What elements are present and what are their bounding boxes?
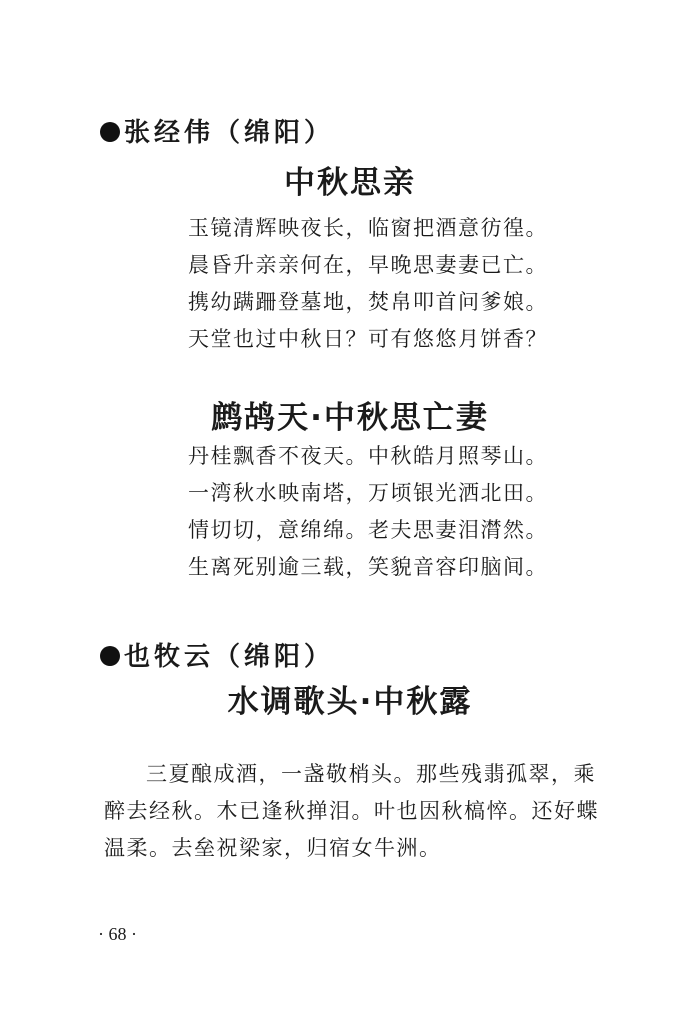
poem-line: 玉镜清辉映夜长，临窗把酒意彷徨。	[188, 216, 548, 240]
poem-line: 丹桂飘香不夜天。中秋皓月照琴山。	[188, 444, 548, 468]
prose-body: 三夏酿成酒，一盏敬梢头。那些残翡孤翠，乘醉去经秋。木已逢秋掸泪。叶也因秋槁悴。还好蝶温柔。去垒祝梁家，归宿女牛洲。	[104, 762, 599, 860]
poem-title: 水调歌头·中秋露	[227, 684, 473, 720]
poem-line: 一湾秋水映南塔，万顷银光洒北田。	[188, 481, 548, 505]
bullet-dot-icon	[100, 646, 120, 666]
poem-body	[188, 210, 548, 358]
bullet-dot-icon	[100, 122, 120, 142]
poem-line: 晨昏升亲亲何在，早晚思妻妻已亡。	[188, 253, 548, 277]
author-heading	[100, 636, 334, 673]
poem-body	[188, 438, 548, 586]
poem-line: 情切切，意绵绵。老夫思妻泪潸然。	[188, 518, 548, 542]
poem-title: 鹧鸪天·中秋思亡妻	[211, 400, 489, 436]
author-heading	[100, 112, 334, 149]
page-number: · 68 ·	[98, 924, 137, 944]
poem-line: 携幼蹒跚登墓地，焚帛叩首问爹娘。	[188, 290, 548, 314]
poem-title: 中秋思亲	[284, 165, 416, 201]
author-name: 也牧云（绵阳）	[124, 642, 335, 672]
poem-line: 天堂也过中秋日？可有悠悠月饼香？	[188, 327, 548, 351]
author-name: 张经伟（绵阳）	[124, 118, 335, 148]
poem-line: 生离死别逾三载，笑貌音容印脑间。	[188, 555, 548, 579]
